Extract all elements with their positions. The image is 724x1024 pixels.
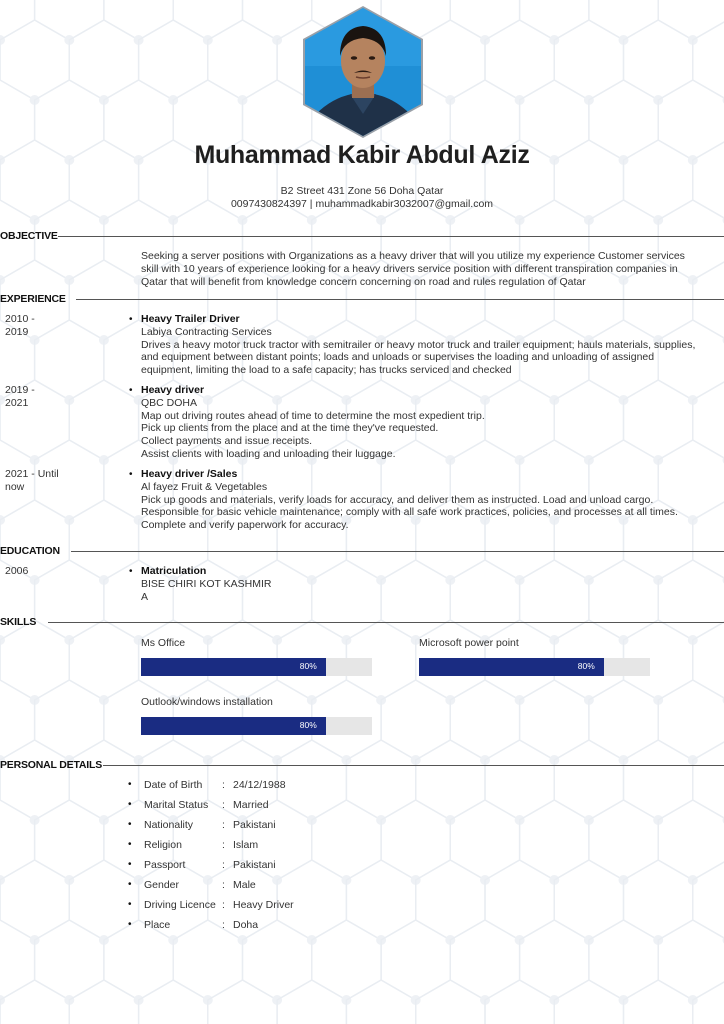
bullet: •: [129, 566, 133, 577]
detail-value: Heavy Driver: [233, 899, 294, 911]
contact-phone: 0097430824397: [230, 198, 307, 210]
section-divider: [76, 299, 724, 300]
bullet: •: [128, 779, 132, 790]
personal-detail-row: [0, 919, 724, 933]
detail-key: Marital Status: [144, 799, 209, 811]
company-name: Labiya Contracting Services: [141, 325, 272, 338]
job-title: Heavy driver: [141, 384, 205, 396]
section-title: PERSONAL DETAILS: [0, 759, 103, 771]
skill-percent: 80%: [299, 661, 317, 671]
personal-detail-row: [0, 879, 724, 893]
contact-email: muhammadkabir3032007@gmail.com: [315, 198, 494, 210]
board-name: BISE CHIRI KOT KASHMIR: [141, 577, 272, 590]
bullet: •: [129, 314, 133, 325]
objective-line: Seeking a server positions with Organizations as a heavy driver that will you utilize my experience Customer services: [141, 250, 685, 262]
detail-key: Place: [144, 919, 171, 931]
job-description-line: Responsible for basic vehicle maintenance; comply with all safe work practices, policies, and processes at all times.: [141, 506, 678, 519]
education-heading: [0, 545, 724, 559]
experience-date: [5, 468, 65, 494]
contact-separator: |: [309, 198, 313, 210]
company-name: QBC DOHA: [141, 396, 198, 409]
candidate-name: Muhammad Kabir Abdul Aziz: [194, 141, 530, 169]
personal-detail-row: [0, 859, 724, 873]
degree-title: Matriculation: [141, 565, 207, 577]
date-start: 2019 -: [5, 384, 35, 396]
bullet: •: [128, 879, 132, 890]
section-title: EDUCATION: [0, 545, 60, 557]
education-entry: [141, 565, 716, 603]
section-title: OBJECTIVE: [0, 230, 58, 242]
bullet: •: [128, 819, 132, 830]
job-description-line: Drives a heavy motor truck tractor with semitrailer or heavy motor truck and trailer equipment; hauls materials, supplies,: [141, 338, 696, 351]
date-end: 2021: [5, 397, 29, 409]
detail-key: Gender: [144, 879, 180, 891]
skill-bar: [419, 658, 650, 676]
experience-date: [5, 313, 65, 339]
detail-value: 24/12/1988: [233, 779, 286, 791]
section-divider: [58, 236, 724, 237]
personal-detail-row: [0, 799, 724, 813]
detail-key: Nationality: [144, 819, 194, 831]
bullet: •: [128, 919, 132, 930]
skill-label: Outlook/windows installation: [141, 696, 273, 708]
skill-bar-fill: [141, 717, 326, 735]
detail-separator: :: [222, 839, 225, 851]
contact-phone-email: [0, 198, 724, 210]
skill-bar: [141, 717, 372, 735]
objective-heading: [0, 230, 724, 244]
detail-separator: :: [222, 819, 225, 831]
detail-value: Islam: [233, 839, 259, 851]
section-divider: [48, 622, 724, 623]
detail-value: Married: [233, 799, 269, 811]
personal-detail-row: [0, 839, 724, 853]
date-end: now: [5, 481, 25, 493]
section-divider: [71, 551, 724, 552]
detail-value: Male: [233, 879, 256, 891]
job-description-line: equipment, limiting the load to a safe capacity; has trucks serviced and checked: [141, 364, 512, 377]
detail-separator: :: [222, 879, 225, 891]
objective-text: [141, 250, 711, 288]
detail-value: Pakistani: [233, 819, 276, 831]
experience-heading: [0, 293, 724, 307]
bullet: •: [128, 899, 132, 910]
education-date: 2006: [5, 565, 29, 577]
detail-separator: :: [222, 919, 225, 931]
detail-value: Doha: [233, 919, 259, 931]
date-end: 2019: [5, 326, 29, 338]
skill-percent: 80%: [299, 720, 317, 730]
personal-details-heading: [0, 759, 724, 773]
personal-detail-row: [0, 819, 724, 833]
detail-key: Passport: [144, 859, 186, 871]
job-description-line: Pick up goods and materials, verify loads for accuracy, and deliver them as instructed. Load and unload cargo.: [141, 493, 654, 506]
bullet: •: [128, 859, 132, 870]
personal-detail-row: [0, 899, 724, 913]
section-divider: [103, 765, 724, 766]
skill-bar-fill: [419, 658, 604, 676]
company-name: Al fayez Fruit & Vegetables: [141, 480, 268, 493]
experience-entry: [141, 468, 716, 532]
experience-entry: [141, 313, 716, 377]
objective-line: skill with 10 years of experience looking for a heavy drivers service position with different transpiration companies in: [141, 262, 678, 275]
bullet: •: [128, 799, 132, 810]
date-start: 2021 - Until: [5, 468, 59, 480]
skill-bar: [141, 658, 372, 676]
section-title: EXPERIENCE: [0, 293, 66, 305]
job-description-line: Assist clients with loading and unloading their luggage.: [141, 447, 396, 460]
objective-line: Qatar that will benefit from knowledge concern concerning on road and rules regulation of Qatar: [141, 275, 586, 288]
detail-key: Driving Licence: [144, 899, 216, 911]
profile-photo: [302, 6, 424, 138]
job-description-line: Complete and verify paperwork for accuracy.: [141, 519, 349, 532]
detail-key: Date of Birth: [144, 779, 203, 791]
detail-key: Religion: [144, 839, 182, 851]
section-title: SKILLS: [0, 616, 37, 628]
skill-label: Microsoft power point: [419, 637, 519, 649]
skill-bar-fill: [141, 658, 326, 676]
bullet: •: [128, 839, 132, 850]
job-description-line: Collect payments and issue receipts.: [141, 435, 312, 448]
job-description-line: Map out driving routes ahead of time to determine the most expedient trip.: [141, 409, 485, 422]
detail-separator: :: [222, 799, 225, 811]
detail-separator: :: [222, 899, 225, 911]
detail-separator: :: [222, 779, 225, 791]
board-name: A: [141, 590, 149, 603]
contact-address: B2 Street 431 Zone 56 Doha Qatar: [280, 185, 444, 197]
experience-entry: [141, 384, 716, 461]
bullet: •: [129, 385, 133, 396]
skill-percent: 80%: [577, 661, 595, 671]
job-title: Heavy driver /Sales: [141, 468, 238, 480]
detail-separator: :: [222, 859, 225, 871]
personal-detail-row: [0, 779, 724, 793]
detail-value: Pakistani: [233, 859, 276, 871]
job-description-line: Pick up clients from the place and at the time they've requested.: [141, 422, 439, 435]
bullet: •: [129, 469, 133, 480]
skill-label: Ms Office: [141, 637, 186, 649]
job-description-line: and equipment between distant points; loads and unloads or supervises the loading and unloading of assigned: [141, 351, 655, 364]
skills-heading: [0, 616, 724, 630]
job-title: Heavy Trailer Driver: [141, 313, 240, 325]
date-start: 2010 -: [5, 313, 35, 325]
experience-date: [5, 384, 65, 410]
